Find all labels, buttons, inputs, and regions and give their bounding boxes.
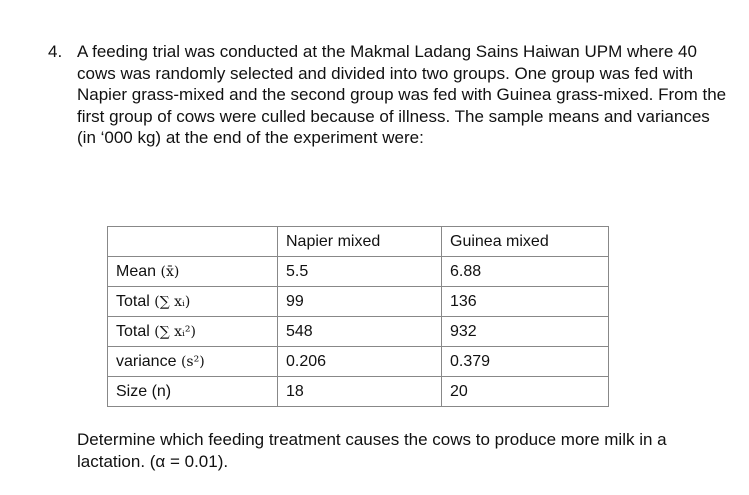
row-label-math: (∑ xᵢ) bbox=[154, 293, 191, 310]
row-label bbox=[108, 257, 278, 287]
table-row bbox=[108, 317, 609, 347]
row-label-text: variance bbox=[116, 352, 177, 370]
row-label-text: Mean bbox=[116, 262, 157, 280]
question-number: 4. bbox=[48, 42, 63, 61]
header-guinea: Guinea mixed bbox=[442, 227, 609, 257]
guinea-value: 0.379 bbox=[442, 347, 609, 377]
row-label bbox=[108, 317, 278, 347]
napier-value: 5.5 bbox=[278, 257, 442, 287]
napier-value: 99 bbox=[278, 287, 442, 317]
table-header-row bbox=[108, 227, 609, 257]
row-label bbox=[108, 287, 278, 317]
guinea-value: 20 bbox=[442, 377, 609, 407]
table-row bbox=[108, 257, 609, 287]
row-label-text: Size (n) bbox=[116, 382, 172, 400]
row-label bbox=[108, 377, 278, 407]
napier-value: 18 bbox=[278, 377, 442, 407]
guinea-value: 6.88 bbox=[442, 257, 609, 287]
table-row bbox=[108, 287, 609, 317]
header-empty bbox=[108, 227, 278, 257]
guinea-value: 136 bbox=[442, 287, 609, 317]
table-row bbox=[108, 377, 609, 407]
row-label-math: (s²) bbox=[180, 353, 205, 370]
data-table bbox=[107, 226, 609, 407]
table-row bbox=[108, 347, 609, 377]
row-label bbox=[108, 347, 278, 377]
instruction-text: Determine which feeding treatment causes the cows to produce more milk in a lactation. (α = 0.01). bbox=[77, 430, 667, 471]
guinea-value: 932 bbox=[442, 317, 609, 347]
napier-value: 548 bbox=[278, 317, 442, 347]
question-text: A feeding trial was conducted at the Makmal Ladang Sains Haiwan UPM where 40 cows was randomly selected and divided into two groups. One group was fed with Napier grass-mixed and the second group was fed with Guinea grass-mixed. From the first group of cows were culled because of illness. The sample means and variances (in ‘000 kg) at the end of the experiment were: bbox=[77, 42, 727, 147]
row-label-math: (x̄) bbox=[160, 263, 180, 280]
row-label-text: Total bbox=[116, 322, 150, 340]
napier-value: 0.206 bbox=[278, 347, 442, 377]
row-label-math: (∑ xᵢ²) bbox=[154, 323, 196, 340]
row-label-text: Total bbox=[116, 292, 150, 310]
question-block bbox=[48, 41, 728, 149]
header-napier: Napier mixed bbox=[278, 227, 442, 257]
